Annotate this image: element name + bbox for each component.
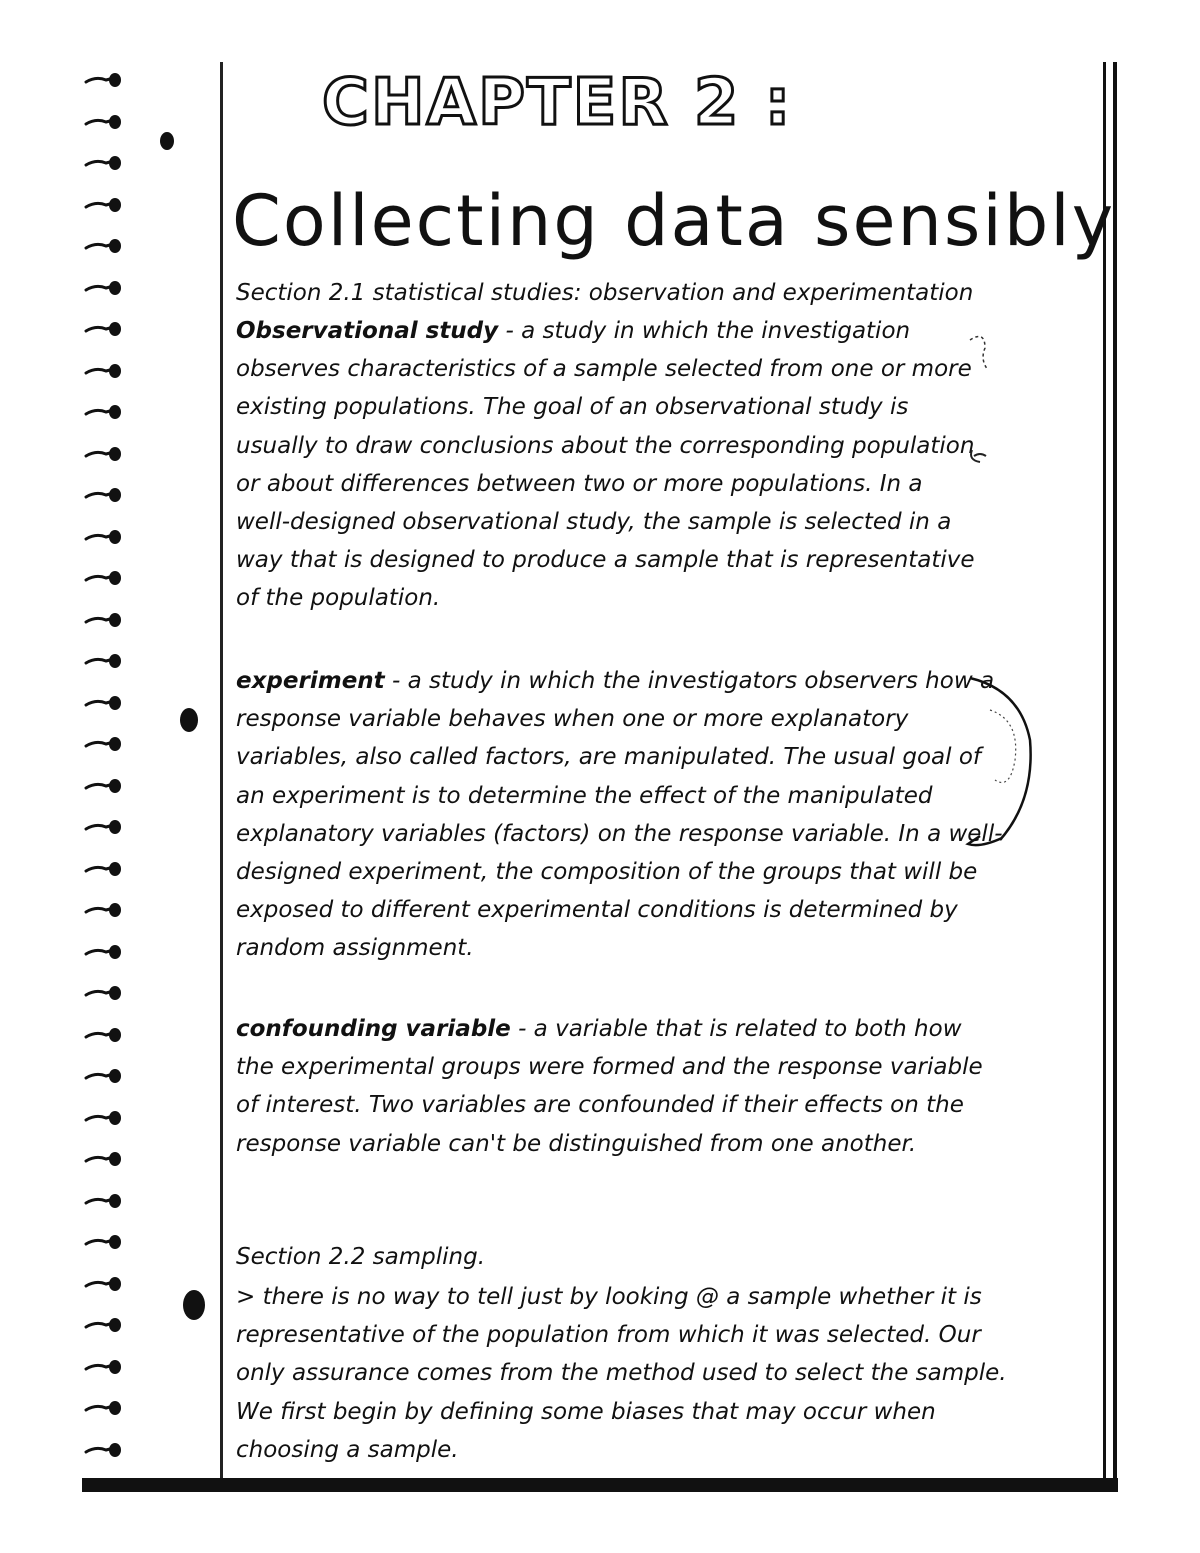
spiral-ring (84, 942, 128, 962)
spiral-binding (84, 70, 130, 1470)
observational-study-paragraph (236, 312, 981, 618)
spiral-ring (84, 734, 128, 754)
spiral-ring (84, 153, 128, 173)
sampling-paragraph: > there is no way to tell just by looking @ a sample whether it is representative of the population from which it was selected. Our only assurance comes from the method used to select the sample. We first begin by defining some biases that may occur when choosing a sample. (236, 1284, 1007, 1463)
confounding-variable-text: - a variable that is related to both how the experimental groups were formed and the response variable of interest. Two variables are confounded if their effects on the response variable can't be distinguished from one another. (236, 1016, 983, 1157)
spiral-ring (84, 1108, 128, 1128)
spiral-ring (84, 1315, 128, 1335)
experiment-term: experiment (236, 668, 385, 694)
spiral-ring (84, 112, 128, 132)
spiral-ring (84, 1232, 128, 1252)
spiral-ring (84, 485, 128, 505)
spiral-ring (84, 278, 128, 298)
spiral-ring (84, 319, 128, 339)
section-2-1-heading: Section 2.1 statistical studies: observation and experimentation (236, 280, 974, 306)
section-2-2-heading: Section 2.2 sampling. (236, 1244, 486, 1270)
punch-hole-top (160, 132, 174, 150)
spiral-ring (84, 402, 128, 422)
margin-bracket-doodles (940, 300, 1100, 920)
spiral-ring (84, 70, 128, 90)
spiral-ring (84, 195, 128, 215)
spiral-ring (84, 568, 128, 588)
spiral-ring (84, 1149, 128, 1169)
spiral-ring (84, 361, 128, 381)
chapter-heading: CHAPTER 2 : (322, 66, 793, 140)
spiral-ring (84, 776, 128, 796)
spiral-ring (84, 444, 128, 464)
spiral-ring (84, 610, 128, 630)
punch-hole-bottom (183, 1290, 205, 1320)
spiral-ring (84, 900, 128, 920)
spiral-ring (84, 859, 128, 879)
spiral-ring (84, 983, 128, 1003)
punch-hole-middle (180, 708, 198, 732)
spiral-ring (84, 1440, 128, 1460)
experiment-paragraph (236, 662, 1016, 968)
spiral-ring (84, 1066, 128, 1086)
spiral-ring (84, 1274, 128, 1294)
spiral-ring (84, 527, 128, 547)
spiral-ring (84, 1191, 128, 1211)
paper-edge-right (1103, 62, 1117, 1492)
spiral-ring (84, 236, 128, 256)
experiment-text: - a study in which the investigators observers how a response variable behaves when one or more explanatory variables, also called factors, are manipulated. The usual goal of an experiment is to determine the effect of the manipulated explanatory variables (factors) on the response variable. In a well-designed experiment, the composition of the groups that will be exposed to different experimental conditions is determined by random assignment. (236, 668, 1003, 962)
observational-study-term: Observational study (236, 318, 499, 344)
spiral-ring (84, 1357, 128, 1377)
observational-study-text: - a study in which the investigation observes characteristics of a sample selected from one or more existing populations. The goal of an observational study is usually to draw conclusions about the corresponding population or about differences between two or more populations. In a well-designed observational study, the sample is selected in a way that is designed to produce a sample that is representative of the population. (236, 318, 975, 612)
margin-line (220, 62, 223, 1478)
spiral-ring (84, 651, 128, 671)
confounding-variable-paragraph (236, 1010, 996, 1163)
spiral-ring (84, 1398, 128, 1418)
page-title: Collecting data sensibly (232, 180, 1116, 262)
spiral-ring (84, 817, 128, 837)
spiral-ring (84, 693, 128, 713)
confounding-variable-term: confounding variable (236, 1016, 511, 1042)
spiral-ring (84, 1025, 128, 1045)
paper-edge-bottom (82, 1478, 1118, 1492)
